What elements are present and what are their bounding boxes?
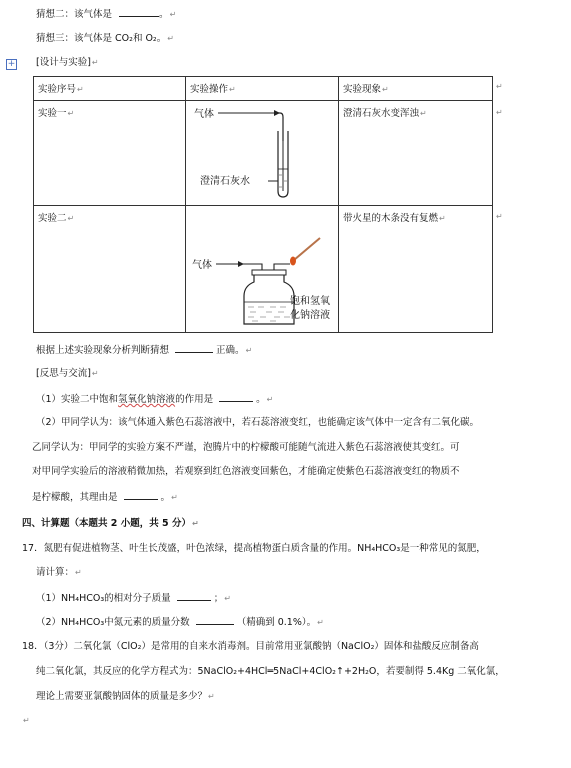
- design-heading-line: [设计与实验]↵: [36, 57, 99, 68]
- limewater-label: 澄清石灰水: [200, 176, 250, 187]
- row1-id-cell: 实验一↵: [34, 101, 186, 206]
- row2-phenomenon-cell: 带火星的木条没有复燃↵: [339, 206, 493, 333]
- section-4-heading: 四、计算题（本题共 2 小题，共 5 分）↵: [22, 518, 199, 529]
- header-cell-operation: 实验操作↵: [186, 77, 339, 101]
- table-move-handle-icon[interactable]: +: [7, 59, 16, 69]
- para-mark: ↵: [169, 10, 177, 19]
- q17-b-line: （2）NH₄HCO₃中氮元素的质量分数 （精确到 0.1%）。↵: [36, 617, 324, 628]
- q2-line-2: 乙同学认为：甲同学的实验方案不严谨，泡腾片中的柠檬酸可能随气流进入紫色石蕊溶液使其变红。可: [32, 442, 460, 453]
- guess2-end: 。: [159, 9, 169, 20]
- q17-line-2: 请计算：↵: [36, 567, 82, 578]
- q17-a-blank[interactable]: [177, 591, 211, 601]
- naoh-wash-bottle-diagram: [186, 206, 336, 332]
- row2-id-cell: 实验二↵: [34, 206, 186, 333]
- reflect-heading: [反思与交流]: [36, 368, 91, 379]
- flame-icon: [290, 257, 296, 266]
- q17-line-1: 17．氮肥有促进植物茎、叶生长茂盛，叶色浓绿，提高植物蛋白质含量的作用。NH₄HCO₃是一种常见的氮肥，: [22, 543, 486, 554]
- header-cell-phenomenon: 实验现象↵: [339, 77, 493, 101]
- conclusion-blank[interactable]: [175, 343, 213, 353]
- q17-b-blank[interactable]: [196, 615, 234, 625]
- q2-line-3: 对甲同学实验后的溶液稍微加热，若观察到红色溶液变回紫色，才能确定使紫色石蕊溶液变红的物质不: [32, 466, 460, 477]
- table-row: [34, 101, 493, 206]
- row1-diagram-cell: [186, 101, 339, 206]
- experiment-table: [33, 76, 493, 333]
- q2-line-1: （2）甲同学认为：该气体通入紫色石蕊溶液中，若石蕊溶液变红，也能确定该气体中一定含有二氧化碳。: [36, 417, 480, 428]
- gas-label-2: 气体: [192, 260, 212, 271]
- q18-line-3: 理论上需要亚氯酸钠固体的质量是多少？↵: [36, 691, 215, 702]
- q1-blank[interactable]: [219, 392, 253, 402]
- empty-paragraph-mark: ↵: [23, 716, 30, 725]
- guess3-text: 猜想三：该气体是 CO₂和 O₂。: [36, 33, 167, 44]
- q1-line: （1）实验二中饱和氢氧化钠溶液的作用是 。↵: [36, 394, 274, 405]
- conclusion-line: 根据上述实验现象分析判断猜想 正确。↵: [36, 345, 253, 356]
- design-heading: [设计与实验]: [36, 57, 91, 68]
- row2-diagram-cell: [186, 206, 339, 333]
- naoh-label-1: 饱和氢氧: [290, 296, 330, 307]
- q17-a-line: （1）NH₄HCO₃的相对分子质量 ；↵: [36, 593, 231, 604]
- gas-label-1: 气体: [194, 109, 214, 120]
- guess2-blank[interactable]: [119, 7, 159, 17]
- guess2-line: [36, 7, 176, 21]
- limewater-apparatus-diagram: [186, 101, 336, 205]
- q2-line-4: 是柠檬酸，其理由是 。↵: [32, 492, 178, 503]
- table-row: [34, 206, 493, 333]
- row1-phenomenon-cell: 澄清石灰水变浑浊↵: [339, 101, 493, 206]
- reflect-heading-line: [反思与交流]↵: [36, 368, 99, 379]
- q2-blank[interactable]: [124, 490, 158, 500]
- q18-line-2: 纯二氧化氯，其反应的化学方程式为：5NaClO₂+4HCl═5NaCl+4ClO₂↑+2H₂O，若要制得 5.4Kg 二氧化氯，: [36, 666, 505, 677]
- q18-line-1: 18．（3分）二氧化氯（ClO₂）是常用的自来水消毒剂。目前常用亚氯酸钠（NaClO₂）固体和盐酸反应制备高: [22, 641, 479, 652]
- guess3-line: 猜想三：该气体是 CO₂和 O₂。↵: [36, 33, 174, 44]
- table-header-row: [34, 77, 493, 101]
- guess2-text: 猜想二：该气体是: [36, 9, 113, 20]
- header-cell-id: 实验序号↵: [34, 77, 186, 101]
- naoh-label-2: 化钠溶液: [290, 310, 330, 321]
